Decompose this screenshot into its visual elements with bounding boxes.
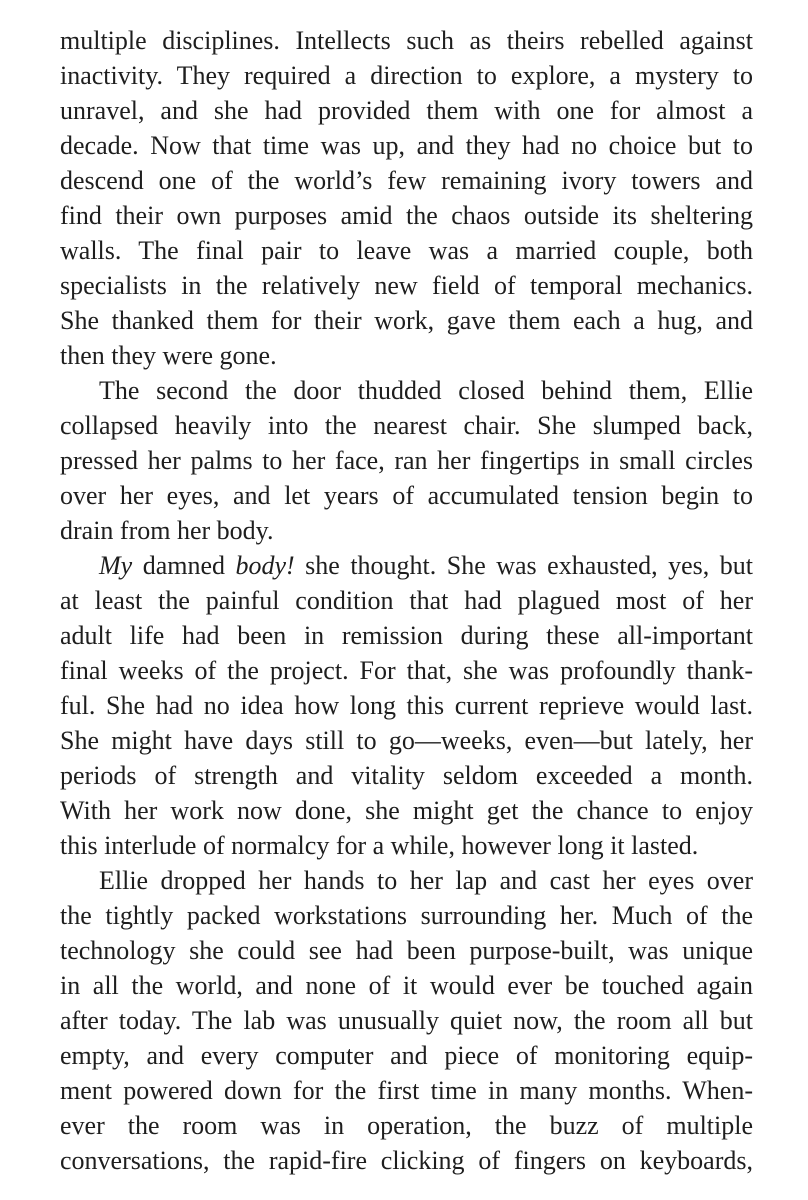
text-line [60, 618, 753, 653]
text-line [60, 198, 753, 233]
text-line [60, 828, 753, 863]
text-line [60, 408, 753, 443]
text-run: With her work now done, she might get the chance to enjoy [60, 796, 753, 825]
text-run: find their own purposes amid the chaos outside its sheltering [60, 201, 753, 230]
text-line [60, 443, 753, 478]
text-line [60, 373, 753, 408]
text-line [60, 233, 753, 268]
text-run: drain from her body. [60, 516, 274, 545]
text-run: pressed her palms to her face, ran her fingertips in small circles [60, 446, 753, 475]
text-run: Ellie dropped her hands to her lap and cast her eyes over [99, 866, 753, 895]
text-run: She might have days still to go—weeks, even—but lately, her [60, 726, 753, 755]
text-run: technology she could see had been purpose-built, was unique [60, 936, 753, 965]
text-line [60, 548, 753, 583]
text-line [60, 1108, 753, 1143]
text-run: then they were gone. [60, 341, 277, 370]
text-line [60, 898, 753, 933]
text-line [60, 478, 753, 513]
text-line [60, 268, 753, 303]
text-line [60, 933, 753, 968]
text-line [60, 653, 753, 688]
text-line [60, 758, 753, 793]
text-run: multiple disciplines. Intellects such as theirs rebelled against [60, 26, 753, 55]
text-run: after today. The lab was unusually quiet now, the room all but [60, 1006, 753, 1035]
text-line [60, 968, 753, 1003]
text-run: periods of strength and vitality seldom exceeded a month. [60, 761, 753, 790]
italic-text-run: My [99, 551, 133, 580]
text-line [60, 1073, 753, 1108]
text-run: this interlude of normalcy for a while, however long it lasted. [60, 831, 699, 860]
text-run: the tightly packed workstations surrounding her. Much of the [60, 901, 753, 930]
text-run: final weeks of the project. For that, she was profoundly thank- [60, 656, 753, 685]
text-line [60, 338, 753, 373]
text-line [60, 1038, 753, 1073]
text-run: unravel, and she had provided them with one for almost a [60, 96, 753, 125]
text-line [60, 583, 753, 618]
text-line [60, 513, 753, 548]
text-line [60, 303, 753, 338]
italic-text-run: body! [235, 551, 295, 580]
text-line [60, 163, 753, 198]
text-run: empty, and every computer and piece of monitoring equip- [60, 1041, 753, 1070]
text-run: damned [132, 551, 236, 580]
text-line [60, 1143, 753, 1178]
text-run: She thanked them for their work, gave them each a hug, and [60, 306, 753, 335]
text-run: ment powered down for the first time in many months. When- [60, 1076, 753, 1105]
text-run: at least the painful condition that had plagued most of her [60, 586, 753, 615]
text-run: inactivity. They required a direction to explore, a mystery to [60, 61, 753, 90]
text-run: walls. The final pair to leave was a married couple, both [60, 236, 753, 265]
text-run: ful. She had no idea how long this current reprieve would last. [60, 691, 753, 720]
text-run: descend one of the world’s few remaining ivory towers and [60, 166, 753, 195]
text-run: over her eyes, and let years of accumulated tension begin to [60, 481, 753, 510]
text-run: adult life had been in remission during these all-important [60, 621, 753, 650]
text-line [60, 128, 753, 163]
text-run: conversations, the rapid-fire clicking of fingers on keyboards, [60, 1146, 753, 1175]
text-line [60, 23, 753, 58]
text-run: The second the door thudded closed behind them, Ellie [99, 376, 753, 405]
text-run: ever the room was in operation, the buzz of multiple [60, 1111, 753, 1140]
text-line [60, 93, 753, 128]
text-line [60, 793, 753, 828]
text-line [60, 1003, 753, 1038]
text-line [60, 863, 753, 898]
text-line [60, 688, 753, 723]
page-text [60, 23, 753, 1178]
text-run: collapsed heavily into the nearest chair. She slumped back, [60, 411, 753, 440]
text-line [60, 723, 753, 758]
text-run: she thought. She was exhausted, yes, but [294, 551, 753, 580]
text-run: in all the world, and none of it would ever be touched again [60, 971, 753, 1000]
text-run: decade. Now that time was up, and they had no choice but to [60, 131, 753, 160]
text-run: specialists in the relatively new field of temporal mechanics. [60, 271, 753, 300]
text-line [60, 58, 753, 93]
